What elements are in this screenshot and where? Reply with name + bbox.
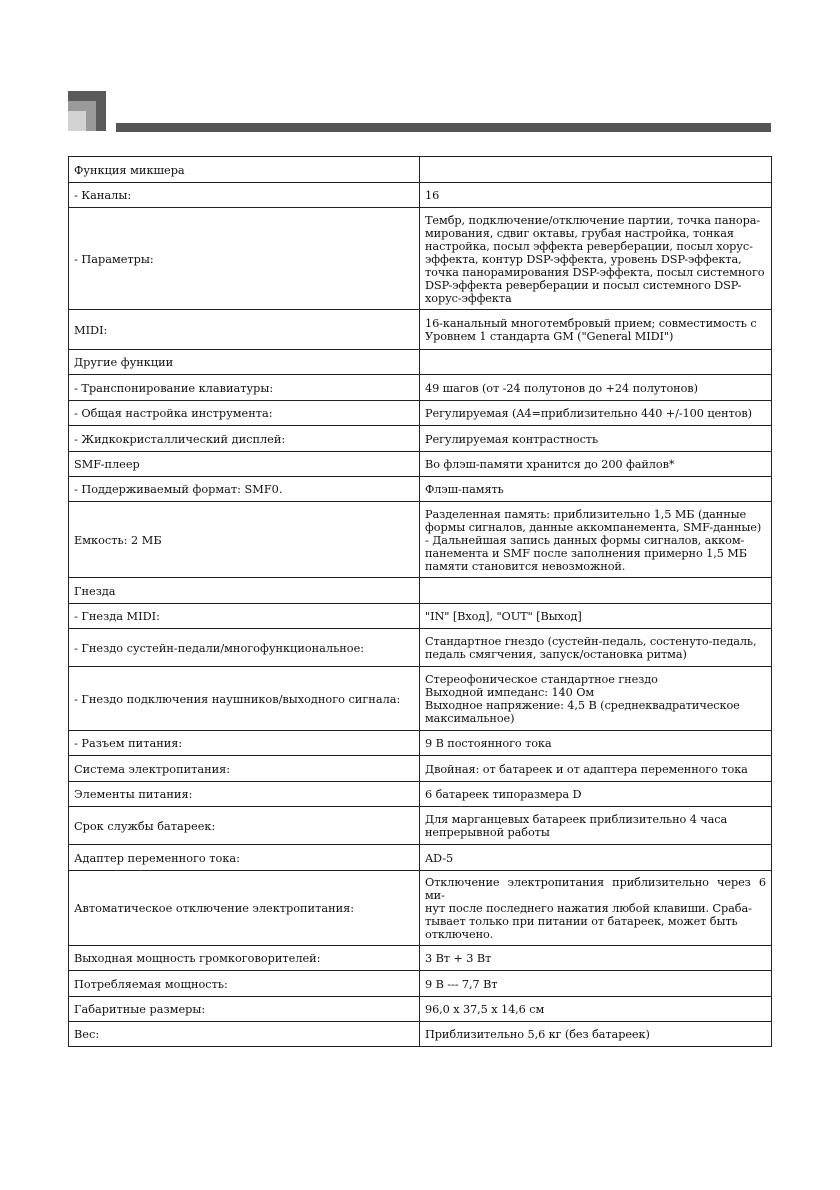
spec-value-line: DSP-эффекта реверберации и посыл системного DSP- bbox=[425, 278, 742, 292]
spec-value-cell bbox=[420, 477, 772, 502]
spec-value-line: Выходной импеданс: 140 Ом bbox=[425, 686, 595, 699]
spec-value-cell bbox=[420, 401, 772, 426]
spec-value-cell bbox=[420, 782, 772, 807]
spec-label-cell: - Общая настройка инструмента: bbox=[69, 401, 420, 426]
spec-label-cell: - Жидкокристаллический дисплей: bbox=[69, 426, 420, 452]
spec-value-line: 9 В --- 7,7 Вт bbox=[425, 977, 498, 991]
spec-value-line: Уровнем 1 стандарта GM ("General MIDI") bbox=[425, 330, 674, 343]
spec-value-line: Приблизительно 5,6 кг (без батареек) bbox=[425, 1028, 650, 1041]
table-row bbox=[69, 477, 772, 502]
spec-value-cell bbox=[420, 604, 772, 629]
spec-label-cell: Срок службы батареек: bbox=[69, 807, 420, 845]
table-row bbox=[69, 1022, 772, 1047]
table-row bbox=[69, 971, 772, 997]
spec-label-cell: Система электропитания: bbox=[69, 756, 420, 782]
spec-value-cell bbox=[420, 208, 772, 310]
spec-value-cell bbox=[420, 756, 772, 782]
spec-value-cell bbox=[420, 629, 772, 667]
specifications-table bbox=[68, 156, 772, 1047]
table-row bbox=[69, 452, 772, 477]
spec-value-cell bbox=[420, 997, 772, 1022]
spec-label-cell: Другие функции bbox=[69, 350, 420, 375]
table-row bbox=[69, 310, 772, 350]
spec-value-cell bbox=[420, 502, 772, 578]
spec-value-line: Стереофоническое стандартное гнездо bbox=[425, 673, 658, 686]
spec-value-line: мирования, сдвиг октавы, грубая настройка, тонкая bbox=[425, 226, 734, 240]
spec-value-line: эффекта, контур DSP-эффекта, уровень DSP-эффекта, bbox=[425, 252, 742, 266]
spec-value-cell bbox=[420, 375, 772, 401]
spec-value-cell bbox=[420, 946, 772, 971]
table-row bbox=[69, 578, 772, 604]
header-square-light bbox=[68, 111, 86, 131]
spec-label-cell: Функция микшера bbox=[69, 157, 420, 183]
spec-label-cell: - Каналы: bbox=[69, 183, 420, 208]
spec-value-line: памяти становится невозможной. bbox=[425, 559, 626, 573]
spec-label-cell: SMF-плеер bbox=[69, 452, 420, 477]
spec-value-line: Разделенная память: приблизительно 1,5 МБ (данные bbox=[425, 507, 747, 521]
spec-value-line: 96,0 x 37,5 x 14,6 см bbox=[425, 1003, 545, 1016]
table-row bbox=[69, 756, 772, 782]
spec-label-cell: Автоматическое отключение электропитания: bbox=[69, 871, 420, 946]
spec-value-cell bbox=[420, 183, 772, 208]
spec-label-cell: - Транспонирование клавиатуры: bbox=[69, 375, 420, 401]
table-row bbox=[69, 604, 772, 629]
spec-value-line: Стандартное гнездо (сустейн-педаль, состенуто-педаль, bbox=[425, 635, 757, 648]
table-row bbox=[69, 997, 772, 1022]
spec-value-cell bbox=[420, 578, 772, 604]
table-row bbox=[69, 502, 772, 578]
spec-value-cell bbox=[420, 310, 772, 350]
spec-value-cell bbox=[420, 971, 772, 997]
spec-value-line: педаль смягчения, запуск/остановка ритма) bbox=[425, 648, 687, 661]
spec-value-line: 16-канальный многотембровый прием; совместимость с bbox=[425, 317, 757, 330]
spec-value-line: 3 Вт + 3 Вт bbox=[425, 952, 492, 965]
spec-value-line: Регулируемая контрастность bbox=[425, 432, 599, 446]
spec-value-line: 6 батареек типоразмера D bbox=[425, 788, 582, 801]
table-row bbox=[69, 629, 772, 667]
spec-label-cell: Габаритные размеры: bbox=[69, 997, 420, 1022]
table-row bbox=[69, 667, 772, 731]
spec-value-line: Регулируемая (A4=приблизительно 440 +/-100 центов) bbox=[425, 407, 752, 420]
spec-label-cell: Адаптер переменного тока: bbox=[69, 845, 420, 871]
spec-label-cell: - Разъем питания: bbox=[69, 731, 420, 756]
spec-value-line: AD-5 bbox=[425, 851, 454, 865]
spec-label-cell: Гнезда bbox=[69, 578, 420, 604]
spec-value-line: тывает только при питании от батареек, может быть bbox=[425, 915, 738, 928]
spec-label-cell: - Гнездо сустейн-педали/многофункциональное: bbox=[69, 629, 420, 667]
spec-value-line: Флэш-память bbox=[425, 483, 504, 496]
spec-value-line: Выходное напряжение: 4,5 В (среднеквадратическое bbox=[425, 699, 740, 712]
specifications-table-body bbox=[69, 157, 772, 1047]
spec-value-line: точка панорамирования DSP-эффекта, посыл системного bbox=[425, 265, 765, 279]
spec-label-cell: Емкость: 2 МБ bbox=[69, 502, 420, 578]
spec-value-line: нут после последнего нажатия любой клавиши. Сраба- bbox=[425, 902, 752, 915]
spec-value-line: непрерывной работы bbox=[425, 826, 550, 839]
spec-value-cell bbox=[420, 350, 772, 375]
table-row bbox=[69, 183, 772, 208]
table-row bbox=[69, 375, 772, 401]
table-row bbox=[69, 807, 772, 845]
spec-value-line: настройка, посыл эффекта реверберации, посыл хорус- bbox=[425, 239, 753, 253]
table-row bbox=[69, 208, 772, 310]
spec-value-line: формы сигналов, данные аккомпанемента, SMF-данные) bbox=[425, 520, 762, 534]
spec-label-cell: - Гнезда MIDI: bbox=[69, 604, 420, 629]
spec-value-cell bbox=[420, 426, 772, 452]
spec-value-cell bbox=[420, 807, 772, 845]
spec-label-cell: Вес: bbox=[69, 1022, 420, 1047]
table-row bbox=[69, 350, 772, 375]
spec-value-line: 9 В постоянного тока bbox=[425, 737, 552, 750]
spec-value-line: Двойная: от батареек и от адаптера переменного тока bbox=[425, 762, 748, 776]
table-row bbox=[69, 731, 772, 756]
spec-value-line: максимальное) bbox=[425, 712, 515, 725]
spec-value-cell bbox=[420, 731, 772, 756]
table-row bbox=[69, 401, 772, 426]
spec-value-line: Отключение электропитания приблизительно через 6 ми- bbox=[425, 876, 766, 902]
spec-value-line: Для марганцевых батареек приблизительно 4 часа bbox=[425, 813, 728, 826]
spec-label-cell: MIDI: bbox=[69, 310, 420, 350]
spec-value-cell bbox=[420, 157, 772, 183]
spec-label-cell: - Поддерживаемый формат: SMF0. bbox=[69, 477, 420, 502]
spec-value-line: 49 шагов (от -24 полутонов до +24 полутонов) bbox=[425, 381, 698, 395]
spec-value-line: панемента и SMF после заполнения примерно 1,5 МБ bbox=[425, 546, 747, 560]
spec-value-line: - Дальнейшая запись данных формы сигналов, акком- bbox=[425, 533, 745, 547]
spec-value-line: "IN" [Вход], "OUT" [Выход] bbox=[425, 610, 582, 623]
spec-value-line: Во флэш-памяти хранится до 200 файлов* bbox=[425, 458, 675, 471]
spec-value-line: Тембр, подключение/отключение партии, точка панора- bbox=[425, 213, 761, 227]
spec-label-cell: - Параметры: bbox=[69, 208, 420, 310]
spec-value-cell bbox=[420, 871, 772, 946]
table-row bbox=[69, 845, 772, 871]
spec-value-cell bbox=[420, 667, 772, 731]
header-rule bbox=[116, 123, 771, 132]
spec-value-line: отключено. bbox=[425, 928, 494, 941]
spec-value-line: 16 bbox=[425, 189, 440, 202]
table-row bbox=[69, 782, 772, 807]
table-row bbox=[69, 871, 772, 946]
spec-value-cell bbox=[420, 845, 772, 871]
spec-value-cell bbox=[420, 452, 772, 477]
spec-label-cell: - Гнездо подключения наушников/выходного сигнала: bbox=[69, 667, 420, 731]
table-row bbox=[69, 157, 772, 183]
table-row bbox=[69, 426, 772, 452]
table-row bbox=[69, 946, 772, 971]
spec-value-line: хорус-эффекта bbox=[425, 291, 512, 305]
spec-value-cell bbox=[420, 1022, 772, 1047]
spec-label-cell: Выходная мощность громкоговорителей: bbox=[69, 946, 420, 971]
header-square-graphic bbox=[68, 91, 108, 132]
spec-label-cell: Элементы питания: bbox=[69, 782, 420, 807]
spec-label-cell: Потребляемая мощность: bbox=[69, 971, 420, 997]
